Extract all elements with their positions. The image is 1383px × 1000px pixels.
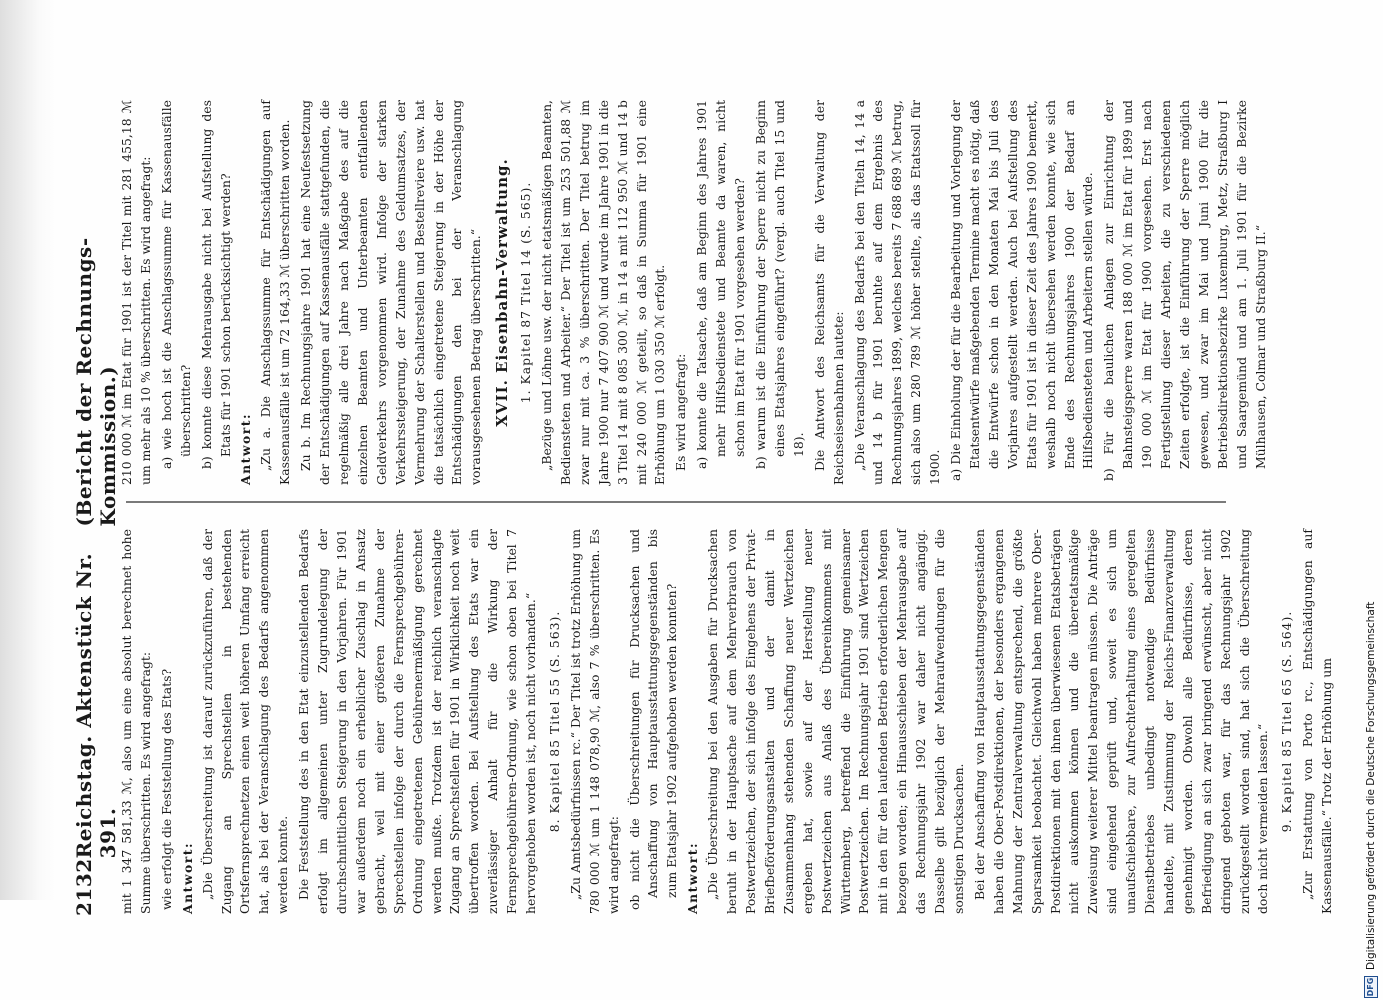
- page-title: Reichstag. Aktenstück Nr. 391.: [72, 552, 120, 859]
- answer-label: Antwort:: [238, 412, 254, 485]
- page-subtitle: (Bericht der Rechnungs-Kommission.): [72, 237, 120, 527]
- paragraph: Zu b. Im Rechnungsjahre 1901 hat eine Neufestsetzung der Entschädigungen auf Kassenausfälle stattgefunden, die regelmäßig alle drei Jahre nach Maßgabe des auf die einzelnen Beamten und Unterbeamten entfallenden Geldverkehrs vorgenommen wird. Infolge der starken Verkehrssteigerung, der Zunahme des Geldumsatzes, der Vermehrung der Schalterstellen und Bestellreviere usw. hat die tatsächlich eingetretene Steigerung in der Höhe der Entschädigungen den bei der Veranschlagung vorausgesehenen Betrag überschritten.“: [298, 100, 484, 485]
- question: b) warum ist die Einführung der Sperre nicht zu Beginn eines Etatsjahres eingeführt? (vergl. auch Titel 15 und 18).: [753, 100, 806, 469]
- scan-smudge: [0, 0, 56, 900]
- question: a) konnte die Tatsache, daß am Beginn des Jahres 1901 mehr Hilfsbedienstete und Beamte da waren, nicht schon im Etat für 1901 vorgesehen werden?: [694, 100, 748, 469]
- question: wie erfolgt die Feststellung des Etats?: [158, 668, 174, 910]
- paragraph: „Zur Erstattung von Porto rc., Entschädigungen auf Kassenausfälle.“ Trotz der Erhöhung um: [1300, 529, 1335, 914]
- question: b) konnte diese Mehrausgabe nicht bei Aufstellung des Etats für 1901 schon berücksichtigt werden?: [198, 100, 233, 469]
- dfg-logo: DFG: [1364, 976, 1378, 998]
- paragraph: 210 000 ℳ im Etat für 1901 ist der Titel mit 281 455,18 ℳ um mehr als 10 % überschritten. Es wird angefragt:: [119, 100, 153, 485]
- item-heading: 8. Kapitel 85 Titel 55 (S. 563).: [546, 610, 562, 833]
- question: a) wie hoch ist die Anschlagssumme für Kassenausfälle überschritten?: [158, 100, 193, 469]
- paragraph: mit 1 347 581,33 ℳ, also um eine absolut berechnet hohe Summe überschritten. Es wird angefragt:: [119, 529, 153, 914]
- page-header: [72, 116, 120, 916]
- item-heading: 1. Kapitel 87 Titel 14 (S. 565).: [518, 181, 534, 404]
- paragraph: „Bezüge und Löhne usw. der nicht etatsmäßigen Beamten, Bediensteten und Arbeiter.“ Der Titel ist um 253 501,88 ℳ zwar nur mit ca. 3 % überschritten. Der Titel betrug im Jahre 1900 nur 7 407 900 ℳ und wurde im Jahre 1901 in die 3 Titel 14 mit 8 085 300 ℳ, in 14 a mit 112 950 ℳ und 14 b mit 240 000 ℳ geteilt, so daß in Summa für 1901 eine Erhöhung um 1 030 350 ℳ erfolgt.: [539, 100, 668, 485]
- paragraph: „Die Überschreitung bei den Ausgaben für Drucksachen beruht in der Hauptsache auf dem Mehrverbrauch von Postwertzeichen, der sich infolge des Eingehens der Privat-Briefbeförderungsanstalten und der damit in Zusammenhang stehenden Schaffung neuer Wertzeichen ergeben hat, sowie auf der Herstellung neuer Postwertzeichen aus Anlaß des Übereinkommens mit Württemberg, betreffend die Einführung gemeinsamer Postwertzeichen. Im Rechnungsjahr 1901 sind Wertzeichen mit in den für den laufenden Betrieb erforderlichen Mengen bezogen worden; ein Hinausschieben der Mehrausgabe auf das Rechnungsjahr 1902 war daher nicht angängig. Dasselbe gilt bezüglich der Mehraufwendungen für die sonstigen Drucksachen.: [705, 529, 966, 914]
- right-column: [118, 100, 1268, 485]
- answer-label: Antwort:: [179, 841, 195, 914]
- paragraph: Die Antwort des Reichsamts für die Verwaltung der Reichseisenbahnen lautete:: [811, 100, 846, 485]
- paragraph: Die Feststellung des in den Etat einzustellenden Bedarfs erfolgt im allgemeinen unter Zugrundelegung der durchschnittlichen Steigerung in den Vorjahren. Für 1901 war außerdem noch ein erheblicher Zuschlag in Ansatz gebracht, weil mit einer größeren Zunahme der Sprechstellen infolge der durch die Fernsprechgebühren-Ordnung eingetretenen Gebührenermäßigung gerechnet werden mußte. Trotzdem ist der reichlich veranschlagte Zugang an Sprechstellen für 1901 in Wirklichkeit noch weit übertroffen worden. Bei Aufstellung des Etats war ein zuverlässiger Anhalt für die Wirkung der Fernsprechgebühren-Ordnung, wie schon oben bei Titel 7 hervorgehoben worden ist, noch nicht vorhanden.“: [296, 529, 539, 914]
- question: ob nicht die Überschreitungen für Drucksachen und Anschaffung von Hauptausstattungsgegenständen bis zum Etatsjahr 1902 aufgehoben werden konnten?: [626, 529, 680, 910]
- left-column: [118, 529, 1335, 914]
- credit-text: Digitalisierung gefördert durch die Deutsche Forschungsgemeinschaft: [1365, 601, 1377, 970]
- paragraph: „Die Veranschlagung des Bedarfs bei den Titeln 14, 14 a und 14 b für 1901 beruhte auf dem Ergebnis des Rechnungsjahres 1899, welches bereits 7 688 689 ℳ betrug, sich also um 280 789 ℳ höher stellte, als das Etatssoll für 1900.: [851, 100, 943, 485]
- paragraph: „Zu Amtsbedürfnissen rc.“ Der Titel ist trotz Erhöhung um 780 000 ℳ um 1 148 078,90 ℳ, also 7 % überschritten. Es wird angefragt:: [567, 529, 621, 914]
- paragraph: Bei der Anschaffung von Hauptausstattungsgegenständen haben die Ober-Postdirektionen, der besonders ergangenen Mahnung der Zentralverwaltung entsprechend, die größte Sparsamkeit beobachtet. Gleichwohl haben mehrere Ober-Postdirektionen mit den ihnen überwiesenen Etatsbeträgen nicht auskommen können und die überetatsmäßige Zuweisung weiterer Mittel beantragen müssen. Die Anträge sind eingehend geprüft und, soweit es sich um unaufschiebbare, zur Aufrechterhaltung eines geregelten Dienstbetriebes unbedingt notwendige Bedürfnisse handelte, mit Zustimmung der Reichs-Finanzverwaltung genehmigt worden. Obwohl alle Bedürfnisse, deren Befriedigung an sich zwar bringend erwünscht, aber nicht dringend geboten war, für das Rechnungsjahr 1902 zurückgestellt worden sind, hat sich die Überschreitung doch nicht vermeiden lassen.“: [971, 529, 1271, 914]
- paragraph: „Die Überschreitung ist darauf zurückzuführen, daß der Zugang an Sprechstellen in bestehenden Ortsfernsprechnetzen einen weit höheren Umfang erreicht hat, als bei der Veranschlagung des Bedarfs angenommen werden konnte.: [199, 529, 291, 914]
- paragraph: Es wird angefragt:: [673, 353, 689, 471]
- answer-item: b) Für die baulichen Anlagen zur Einrichtung der Bahnsteigsperre waren 188 000 ℳ im Etat für 1899 und 190 000 ℳ im Etat für 1900 vorgesehen. Erst nach Fertigstellung dieser Arbeiten, die zu verschiedenen Zeiten erfolgte, ist die Einführung der Sperre möglich gewesen, und zwar im Mai und Juni 1900 für die Betriebsdirektionsbezirke Luxemburg, Metz, Straßburg I und Saargemünd und am 1. Juli 1901 für die Bezirke Mülhausen, Colmar und Straßburg II.“: [1101, 100, 1268, 481]
- section-heading: XVII. Eisenbahn-Verwaltung.: [493, 158, 512, 427]
- paragraph: „Zu a. Die Anschlagssumme für Entschädigungen auf Kassenausfälle ist um 72 164,33 ℳ überschritten worden.: [258, 100, 293, 485]
- column-divider: [126, 502, 1226, 504]
- page-number: 2132: [72, 858, 96, 916]
- answer-label: Antwort:: [685, 841, 701, 914]
- answer-item: a) Die Einholung der für die Bearbeitung und Vorlegung der Etatsentwürfe maßgebenden Termine macht es nötig, daß die Entwürfe schon in den Monaten Mai bis Juli des Vorjahres aufgestellt werden. Auch bei Aufstellung des Etats für 1901 ist in dieser Zeit des Jahres 1900 bemerkt, weshalb noch nicht übersehen werden konnte, wie sich Ende des Rechnungsjahres 1900 der Bedarf an Hilfsbediensteten und Arbeitern stellen würde.: [948, 100, 1096, 481]
- item-heading: 9. Kapitel 85 Titel 65 (S. 564).: [1279, 610, 1295, 833]
- digitization-credit: [1361, 18, 1381, 998]
